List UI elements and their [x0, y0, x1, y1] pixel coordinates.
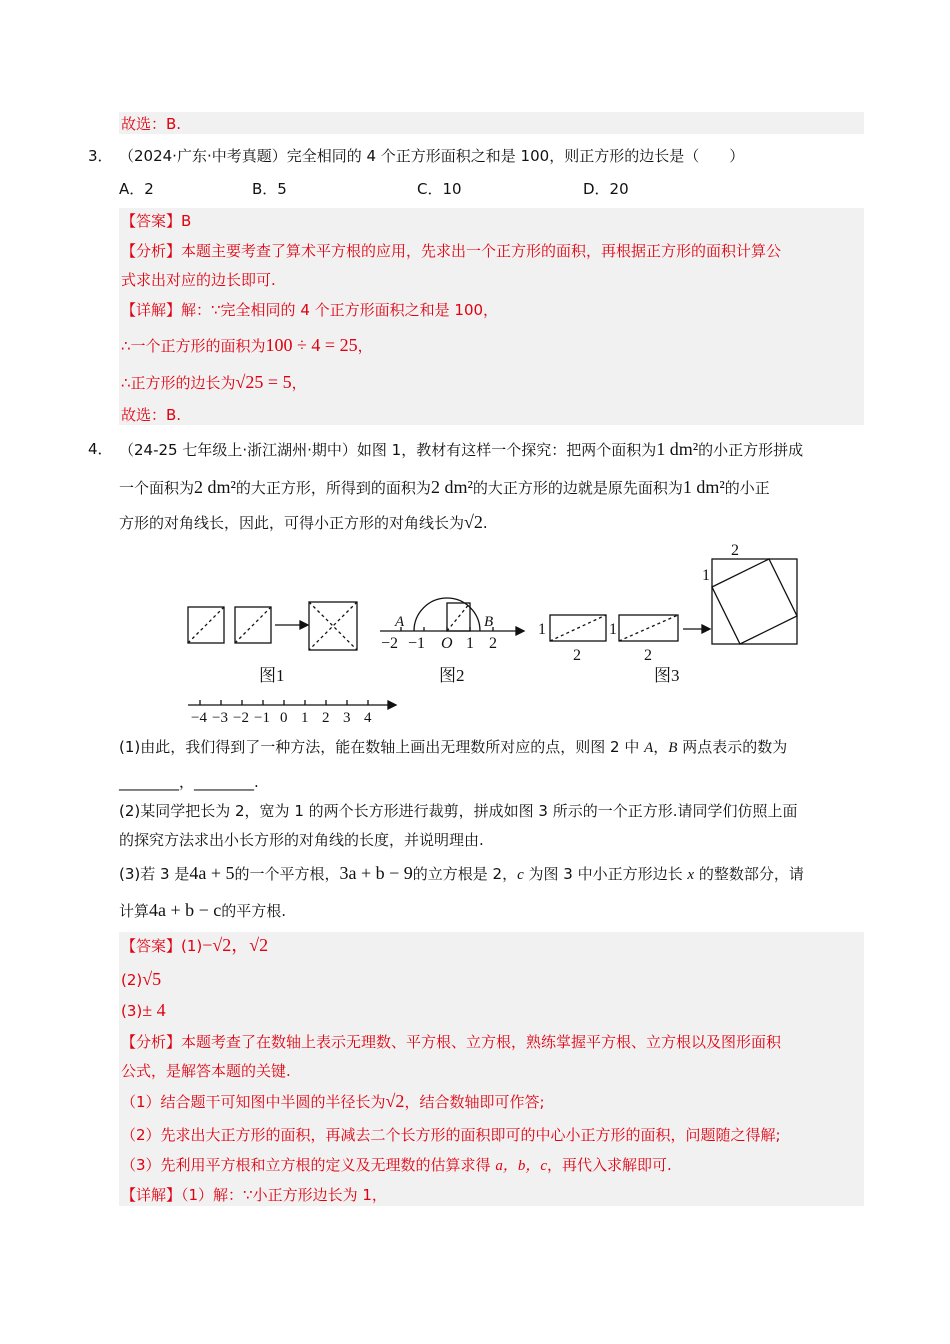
fig3-tilted-square	[712, 559, 797, 644]
q4-analysis-p3-a: （3）先利用平方根和立方根的定义及无理数的估算求得	[121, 1156, 496, 1174]
q3-option-b: B．5	[252, 180, 287, 198]
fig3-big-square	[712, 559, 797, 644]
fig2-label-b: B	[484, 614, 494, 630]
q4-part3-l2-a: 计算	[119, 902, 150, 920]
q4-part1-var-a: A	[644, 740, 654, 756]
fig1-large-square	[309, 602, 357, 650]
fig2-tick-neg1: −1	[408, 635, 426, 652]
q3-step2	[121, 371, 307, 394]
q4-stem-l2-d: 的小正	[724, 479, 770, 497]
q4-part3-line2	[119, 899, 286, 922]
q4-part3-line1	[119, 862, 804, 886]
q4-part2-line2: 的探究方法求出小长方形的对角线的长度，并说明理由.	[119, 831, 484, 849]
fig2-caption: 图2	[439, 666, 465, 685]
fig2-tick-neg2: −2	[381, 635, 399, 652]
q4-part3-a: (3)若 3 是	[119, 865, 190, 883]
q3-answer: 【答案】B	[121, 212, 192, 230]
q4-analysis-p3	[121, 1154, 672, 1177]
q4-answer2-label: (2)	[121, 971, 143, 989]
q4-answer2-math: √5	[142, 969, 162, 989]
q2-tail-block	[119, 112, 864, 134]
fig3-rect2-height: 1	[609, 621, 617, 638]
q4-stem-l2-math3: 1 dm²	[682, 477, 725, 497]
q4-analysis-p3-b: ，再代入求解即可.	[547, 1156, 672, 1174]
q4-part1-b: 两点表示的数为	[677, 738, 788, 756]
q4-part3-l2-b: 的平方根.	[221, 902, 287, 920]
q4-answer1	[121, 934, 268, 957]
q3-analysis-line1: 【分析】本题主要考查了算术平方根的应用，先求出一个正方形的面积，再根据正方形的面积计算公	[121, 242, 782, 260]
q4-analysis-p2: （2）先求出大正方形的面积，再减去二个长方形的面积即可的中心小正方形的面积，问题随之得解;	[121, 1126, 781, 1144]
q4-answer3-label: (3)	[121, 1002, 143, 1020]
q4-part3-var-x: x	[687, 867, 695, 883]
q4-analysis-p1-math: √2	[385, 1091, 405, 1111]
axis-tick-label: 2	[322, 710, 330, 726]
q4-stem-l1-b: 的小正方形拼成	[698, 441, 804, 459]
q4-part1-blanks: ________，________.	[119, 773, 259, 791]
q3-option-d: D．20	[583, 180, 629, 198]
q4-answer1-math: −√2，√2	[202, 935, 269, 955]
q4-part3-b: 的一个平方根，	[234, 865, 340, 883]
q4-figures	[0, 536, 950, 726]
q4-part2-line1: (2)某同学把长为 2，宽为 1 的两个长方形进行裁剪，拼成如图 3 所示的一个正方形.请同学们仿照上面	[119, 802, 798, 820]
q4-stem-l2-math2: 2 dm²	[430, 477, 473, 497]
fig2-tick-origin: O	[441, 635, 453, 652]
q4-part3-var-c: c	[517, 867, 524, 883]
axis-tick-label: −4	[191, 710, 207, 726]
q4-detail-text: （1）解：∵小正方形边长为 1，	[181, 1186, 387, 1204]
q4-part1-a: (1)由此，我们得到了一种方法，能在数轴上画出无理数所对应的点，则图 2 中	[119, 738, 645, 756]
q4-analysis-p1-a: （1）结合题干可知图中半圆的半径长为	[121, 1093, 386, 1111]
q4-answer3-math: ± 4	[142, 1000, 166, 1020]
q4-stem-line1	[119, 438, 803, 461]
axis-tick-label: 3	[343, 710, 351, 726]
q4-part1-mid: ，	[653, 738, 669, 756]
q4-detail-tag: 【详解】	[121, 1186, 182, 1204]
axis-tick-label: −3	[212, 710, 228, 726]
q4-number: 4．	[88, 440, 113, 458]
q4-analysis-line1: 【分析】本题考查了在数轴上表示无理数、平方根、立方根，熟练掌握平方根、立方根以及图形面积	[121, 1033, 782, 1051]
q4-answer2	[121, 968, 161, 991]
q4-answer3	[121, 999, 166, 1022]
fig3-rect2-width: 2	[644, 647, 652, 664]
fig2-tick-1: 1	[466, 635, 474, 652]
axis-tick-label: 4	[364, 710, 372, 726]
q4-part1-line1	[119, 736, 787, 759]
q3-step2-text: ∴正方形的边长为	[121, 374, 236, 392]
q3-option-a: A．2	[119, 180, 154, 198]
q3-step2-math: √25 = 5	[235, 372, 292, 392]
q4-answer1-label: (1)	[181, 937, 203, 955]
q4-part3-l2-math: 4a + b − c	[149, 900, 222, 920]
axis-tick-label: 1	[301, 710, 309, 726]
q4-stem-l1-math: 1 dm²	[656, 439, 699, 459]
axis-tick-label: −1	[254, 710, 270, 726]
q4-part1-var-b: B	[668, 740, 678, 756]
fig3-square-side-label: 1	[702, 567, 710, 584]
q3-step1	[121, 334, 373, 357]
q4-analysis-p3-vars: a，b，c	[495, 1158, 547, 1174]
q3-detail-text: 解：∵完全相同的 4 个正方形面积之和是 100，	[181, 301, 499, 319]
q4-part3-math2: 3a + b − 9	[339, 863, 413, 883]
fig2-tick-2: 2	[489, 635, 497, 652]
fig3-rect1-width: 2	[573, 647, 581, 664]
q4-answer-tag: 【答案】	[121, 937, 182, 955]
q4-detail-line	[121, 1184, 387, 1206]
q4-part3-math1: 4a + 5	[189, 863, 235, 883]
q3-number: 3．	[88, 147, 113, 165]
q4-stem-l2-a: 一个面积为	[119, 479, 195, 497]
q4-stem-l2-c: 的大正方形的边就是原先面积为	[472, 479, 683, 497]
q3-detail-line	[121, 299, 498, 321]
fig3-square-top-label: 2	[731, 542, 739, 559]
q3-step1-text: ∴一个正方形的面积为	[121, 337, 266, 355]
q2-conclusion: 故选：B.	[121, 115, 182, 133]
axis-tick-label: −2	[233, 710, 249, 726]
q4-part3-e: 的整数部分，请	[694, 865, 804, 883]
q4-analysis-p1	[121, 1090, 545, 1113]
fig3-rect1-height: 1	[538, 621, 546, 638]
q3-option-c: C．10	[417, 180, 462, 198]
q4-stem-l2-math1: 2 dm²	[194, 477, 236, 497]
q3-step2-end: ，	[291, 374, 307, 392]
fig2-label-a: A	[395, 614, 405, 630]
q4-stem-line3	[119, 511, 488, 534]
fig1-caption: 图1	[259, 666, 285, 685]
q3-conclusion: 故选：B.	[121, 406, 182, 424]
q4-analysis-line2: 公式，是解答本题的关键.	[121, 1062, 291, 1080]
q4-stem-l3-a: 方形的对角线长，因此，可得小正方形的对角线长为	[119, 514, 465, 532]
q4-part3-d: 为图 3 中小正方形边长	[523, 865, 688, 883]
q4-stem-l3-math: √2	[464, 512, 483, 532]
q3-step1-end: ，	[357, 337, 373, 355]
q3-detail-tag: 【详解】	[121, 301, 182, 319]
q3-stem: （2024·广东·中考真题）完全相同的 4 个正方形面积之和是 100，则正方形的边长是（ ）	[119, 147, 745, 165]
q4-stem-l1-a: （24-25 七年级上·浙江湖州·期中）如图 1，教材有这样一个探究：把两个面积为	[119, 441, 657, 459]
axis-tick-label: 0	[280, 710, 288, 726]
q4-stem-l3-b: .	[482, 514, 488, 532]
q4-stem-line2	[119, 476, 770, 499]
fig3-caption: 图3	[654, 666, 680, 685]
q3-analysis-line2: 式求出对应的边长即可.	[121, 271, 276, 289]
q3-step1-math: 100 ÷ 4 = 25	[265, 335, 358, 355]
q4-analysis-p1-b: ，结合数轴即可作答;	[404, 1093, 545, 1111]
q4-stem-l2-b: 的大正方形，所得到的面积为	[235, 479, 431, 497]
q4-part3-c: 的立方根是 2，	[412, 865, 518, 883]
